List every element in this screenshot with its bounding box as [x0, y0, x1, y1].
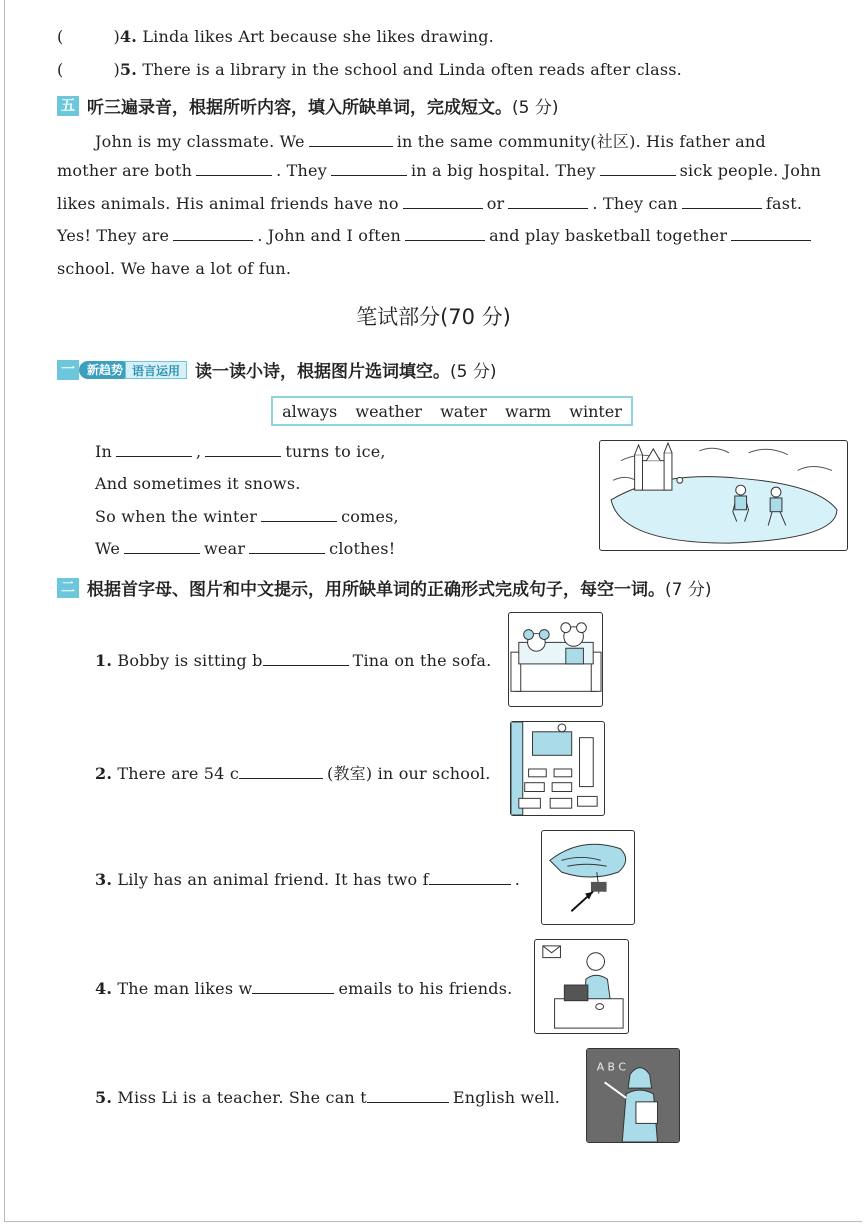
fill-blank[interactable]	[124, 540, 200, 554]
bird-feet-picture	[541, 830, 635, 925]
winter-skating-illustration	[599, 440, 848, 551]
poem-text: In	[95, 442, 113, 461]
section-title: 读一读小诗，根据图片选词填空。	[195, 362, 451, 382]
word-bank-item: always	[282, 401, 338, 421]
passage-text: . They can	[592, 194, 678, 213]
passage-text: in the same community(社区). His father and	[396, 132, 766, 151]
passage-text: likes animals. His animal friends have no	[57, 194, 399, 213]
poem-text: So when the winter	[95, 507, 258, 526]
passage-line-5	[57, 259, 291, 278]
sentence-text: There are 54 c	[117, 764, 240, 783]
fill-blank[interactable]	[331, 162, 407, 176]
fill-blank[interactable]	[367, 1089, 449, 1103]
answer-paren-open: (	[57, 27, 64, 46]
sentence-text: Lily has an animal friend. It has two f	[117, 870, 429, 889]
sentence-item-3	[95, 870, 520, 889]
question-number: 5.	[119, 60, 138, 79]
section-points: (7 分)	[665, 580, 712, 600]
poem-text: wear	[204, 539, 246, 558]
passage-text: fast.	[765, 194, 803, 213]
question-number: 4.	[119, 27, 138, 46]
fill-blank[interactable]	[252, 980, 334, 994]
sentence-item-1	[95, 651, 491, 670]
question-number: 1.	[95, 651, 113, 670]
fill-blank[interactable]	[239, 765, 323, 779]
classroom-picture	[510, 721, 605, 816]
passage-line-4	[57, 226, 815, 245]
listening-question-5	[57, 60, 682, 79]
section-number-badge: 一	[57, 360, 79, 380]
poem-line-2	[95, 474, 301, 493]
poem-text: ,	[196, 442, 202, 461]
poem-text: And sometimes it snows.	[95, 474, 301, 493]
sentence-text: English well.	[452, 1088, 561, 1107]
fill-blank[interactable]	[403, 195, 483, 209]
fill-blank[interactable]	[429, 871, 511, 885]
sentence-text: (教室) in our school.	[327, 764, 491, 783]
badge-language-use: 语言运用	[125, 361, 187, 379]
word-bank-item: warm	[505, 401, 552, 421]
poem-text: turns to ice,	[285, 442, 386, 461]
question-text: There is a library in the school and Linda often reads after class.	[142, 60, 682, 79]
man-writing-email-picture	[534, 939, 629, 1034]
sentence-text: .	[514, 870, 521, 889]
answer-paren-close: )	[113, 60, 120, 79]
section-title: 听三遍录音，根据所听内容，填入所缺单词，完成短文。	[87, 98, 512, 118]
written-part-title: 笔试部分(70 分)	[356, 305, 511, 329]
section-1-heading	[57, 357, 497, 382]
passage-line-2	[57, 161, 821, 180]
poem-text: clothes!	[329, 539, 396, 558]
fill-blank[interactable]	[263, 652, 349, 666]
poem-line-4	[95, 539, 395, 558]
fill-blank[interactable]	[249, 540, 325, 554]
fill-blank[interactable]	[508, 195, 588, 209]
sentence-text: Tina on the sofa.	[352, 651, 492, 670]
section-5-heading	[57, 93, 558, 118]
fill-blank[interactable]	[173, 227, 253, 241]
word-bank-item: water	[440, 401, 487, 421]
section-points: (5 分)	[512, 98, 559, 118]
fill-blank[interactable]	[261, 508, 337, 522]
fill-blank[interactable]	[116, 443, 192, 457]
fill-blank[interactable]	[205, 443, 281, 457]
poem-line-1	[95, 442, 386, 461]
passage-text: and play basketball together	[489, 226, 728, 245]
section-2-heading	[57, 575, 711, 600]
fill-blank[interactable]	[309, 133, 393, 147]
section-number-badge: 二	[57, 578, 79, 598]
word-bank-item: weather	[355, 401, 422, 421]
fill-blank[interactable]	[682, 195, 762, 209]
sentence-text: emails to his friends.	[338, 979, 513, 998]
question-number: 4.	[95, 979, 113, 998]
section-points: (5 分)	[450, 362, 497, 382]
passage-text: mother are both	[57, 161, 193, 180]
question-text: Linda likes Art because she likes drawing.	[142, 27, 494, 46]
fill-blank[interactable]	[405, 227, 485, 241]
poem-text: We	[95, 539, 121, 558]
poem-line-3	[95, 507, 399, 526]
mice-on-sofa-picture	[508, 612, 603, 707]
blackboard-letters: A B C	[596, 1060, 626, 1074]
sentence-item-2	[95, 761, 491, 784]
section-number-badge: 五	[57, 96, 79, 116]
question-number: 3.	[95, 870, 113, 889]
passage-line-3	[57, 194, 802, 213]
sentence-text: The man likes w	[117, 979, 253, 998]
listening-question-4	[57, 27, 494, 46]
question-number: 5.	[95, 1088, 113, 1107]
section-title: 根据首字母、图片和中文提示，用所缺单词的正确形式完成句子，每空一词。	[87, 580, 665, 600]
new-trend-badge	[83, 360, 187, 380]
sentence-item-4	[95, 979, 512, 998]
fill-blank[interactable]	[600, 162, 676, 176]
fill-blank[interactable]	[731, 227, 811, 241]
passage-text: or	[486, 194, 505, 213]
passage-text: . They	[276, 161, 327, 180]
passage-text: Yes! They are	[57, 226, 170, 245]
page-border	[4, 0, 862, 1222]
word-bank-item: winter	[569, 401, 622, 421]
passage-text: John is my classmate. We	[95, 132, 305, 151]
sentence-text: Bobby is sitting b	[117, 651, 263, 670]
passage-line-1	[95, 129, 766, 152]
question-number: 2.	[95, 764, 113, 783]
sentence-text: Miss Li is a teacher. She can t	[117, 1088, 367, 1107]
passage-text: school. We have a lot of fun.	[57, 259, 292, 278]
answer-paren-open: (	[57, 60, 64, 79]
passage-text: sick people. John	[679, 161, 822, 180]
passage-text: . John and I often	[257, 226, 402, 245]
word-bank	[271, 396, 633, 426]
teacher-picture	[586, 1048, 680, 1143]
poem-text: comes,	[341, 507, 399, 526]
badge-new-trend: 新趋势	[79, 361, 131, 379]
fill-blank[interactable]	[196, 162, 272, 176]
passage-text: in a big hospital. They	[410, 161, 596, 180]
answer-paren-close: )	[113, 27, 120, 46]
sentence-item-5	[95, 1088, 560, 1107]
